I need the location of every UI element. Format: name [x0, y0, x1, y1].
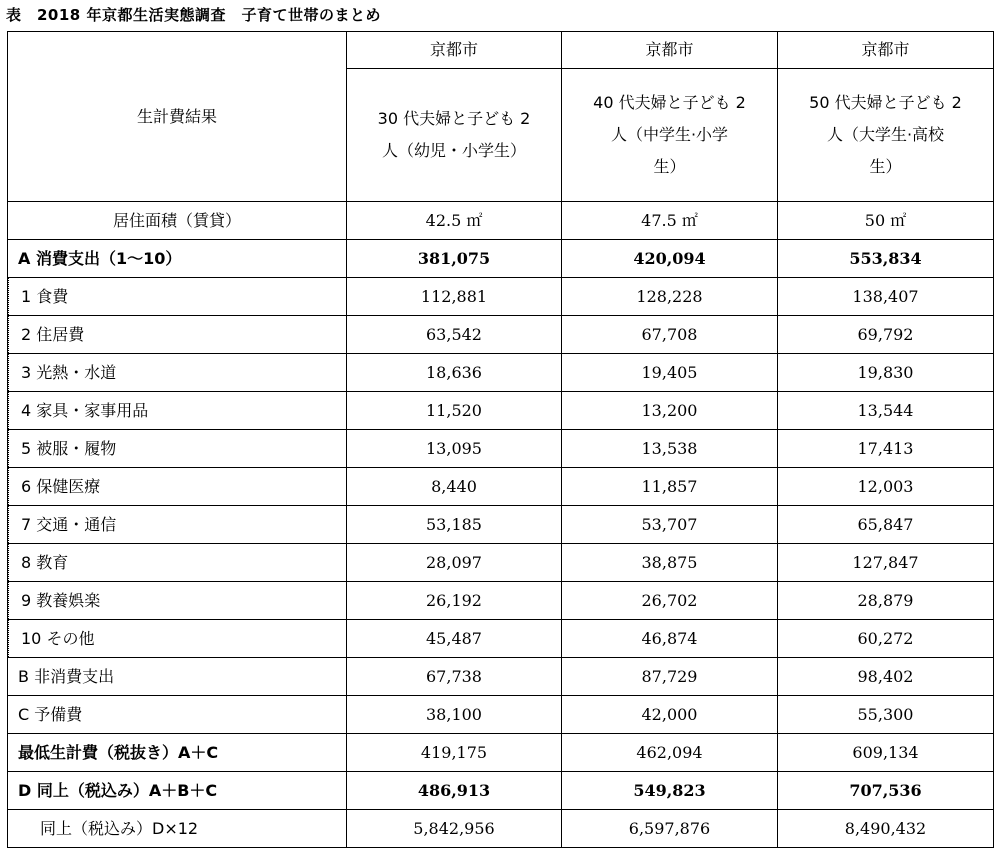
household-line: 生）	[653, 157, 686, 176]
value-cell: 87,729	[562, 658, 778, 696]
value-cell: 46,874	[562, 620, 778, 658]
value-cell: 45,487	[347, 620, 562, 658]
table-row	[8, 278, 994, 316]
value-cell: 42.5 ㎡	[347, 202, 562, 240]
household-line: 人（大学生·高校	[826, 125, 945, 144]
value-cell: 462,094	[562, 734, 778, 772]
row-label	[8, 582, 347, 620]
value-cell: 609,134	[778, 734, 994, 772]
row-label	[8, 316, 347, 354]
value-cell: 13,544	[778, 392, 994, 430]
row-label	[8, 620, 347, 658]
value-cell: 13,095	[347, 430, 562, 468]
value-cell: 65,847	[778, 506, 994, 544]
table-row	[8, 506, 994, 544]
value-cell: 381,075	[347, 240, 562, 278]
living-cost-table	[7, 31, 994, 848]
value-cell: 69,792	[778, 316, 994, 354]
household-header	[347, 69, 562, 202]
value-cell: 138,407	[778, 278, 994, 316]
value-cell: 67,708	[562, 316, 778, 354]
table-row	[8, 810, 994, 848]
item-label: 10 その他	[8, 620, 94, 657]
value-cell: 112,881	[347, 278, 562, 316]
value-cell: 707,536	[778, 772, 994, 810]
table-row	[8, 316, 994, 354]
value-cell: 13,200	[562, 392, 778, 430]
value-cell: 420,094	[562, 240, 778, 278]
row-label: C 予備費	[8, 696, 347, 734]
value-cell: 42,000	[562, 696, 778, 734]
value-cell: 8,440	[347, 468, 562, 506]
table-row	[8, 240, 994, 278]
table-row	[8, 354, 994, 392]
value-cell: 28,879	[778, 582, 994, 620]
household-line: 30 代夫婦と子ども 2	[377, 109, 531, 128]
table-row	[8, 544, 994, 582]
row-label: A 消費支出（1～10）	[8, 240, 347, 278]
table-row	[8, 658, 994, 696]
value-cell: 67,738	[347, 658, 562, 696]
table-row	[8, 772, 994, 810]
item-label: 5 被服・履物	[8, 430, 116, 467]
item-label: 6 保健医療	[8, 468, 100, 505]
table-row	[8, 468, 994, 506]
row-label	[8, 430, 347, 468]
value-cell: 6,597,876	[562, 810, 778, 848]
item-label: 1 食費	[8, 278, 68, 315]
item-label: 7 交通・通信	[8, 506, 116, 543]
row-label: 最低生計費（税抜き）A＋C	[8, 734, 347, 772]
table-row	[8, 582, 994, 620]
value-cell: 18,636	[347, 354, 562, 392]
value-cell: 63,542	[347, 316, 562, 354]
table-title: 表 2018 年京都生活実態調査 子育て世帯のまとめ	[6, 6, 381, 24]
value-cell: 26,192	[347, 582, 562, 620]
row-label: 居住面積（賃貸）	[8, 202, 347, 240]
value-cell: 38,875	[562, 544, 778, 582]
value-cell: 19,405	[562, 354, 778, 392]
table-row	[8, 392, 994, 430]
household-header	[562, 69, 778, 202]
item-label: 2 住居費	[8, 316, 84, 353]
value-cell: 13,538	[562, 430, 778, 468]
table-row	[8, 620, 994, 658]
value-cell: 53,707	[562, 506, 778, 544]
row-label: D 同上（税込み）A＋B＋C	[8, 772, 347, 810]
item-label: 4 家具・家事用品	[8, 392, 148, 429]
value-cell: 11,520	[347, 392, 562, 430]
value-cell: 19,830	[778, 354, 994, 392]
table-row	[8, 696, 994, 734]
value-cell: 12,003	[778, 468, 994, 506]
value-cell: 50 ㎡	[778, 202, 994, 240]
row-label-header: 生計費結果	[8, 32, 347, 202]
city-header: 京都市	[778, 32, 994, 69]
household-line: 50 代夫婦と子ども 2	[809, 93, 962, 112]
value-cell: 127,847	[778, 544, 994, 582]
row-label: B 非消費支出	[8, 658, 347, 696]
item-label: 9 教養娯楽	[8, 582, 100, 619]
value-cell: 17,413	[778, 430, 994, 468]
row-label	[8, 354, 347, 392]
household-header	[778, 69, 994, 202]
value-cell: 8,490,432	[778, 810, 994, 848]
item-label: 3 光熱・水道	[8, 354, 116, 391]
table-row	[8, 734, 994, 772]
item-label: 8 教育	[8, 544, 68, 581]
row-label	[8, 278, 347, 316]
value-cell: 28,097	[347, 544, 562, 582]
city-header: 京都市	[347, 32, 562, 69]
value-cell: 5,842,956	[347, 810, 562, 848]
household-line: 生）	[869, 157, 902, 176]
table-row	[8, 430, 994, 468]
header-row-city	[8, 32, 994, 69]
value-cell: 47.5 ㎡	[562, 202, 778, 240]
row-label: 同上（税込み）D×12	[8, 810, 347, 848]
value-cell: 549,823	[562, 772, 778, 810]
row-label	[8, 392, 347, 430]
household-line: 人（幼児・小学生）	[381, 141, 526, 160]
value-cell: 486,913	[347, 772, 562, 810]
row-label	[8, 506, 347, 544]
value-cell: 419,175	[347, 734, 562, 772]
value-cell: 60,272	[778, 620, 994, 658]
household-line: 40 代夫婦と子ども 2	[593, 93, 746, 112]
value-cell: 55,300	[778, 696, 994, 734]
value-cell: 53,185	[347, 506, 562, 544]
table-row	[8, 202, 994, 240]
value-cell: 11,857	[562, 468, 778, 506]
value-cell: 38,100	[347, 696, 562, 734]
value-cell: 128,228	[562, 278, 778, 316]
city-header: 京都市	[562, 32, 778, 69]
value-cell: 98,402	[778, 658, 994, 696]
row-label	[8, 468, 347, 506]
value-cell: 26,702	[562, 582, 778, 620]
row-label	[8, 544, 347, 582]
household-line: 人（中学生·小学	[610, 125, 729, 144]
value-cell: 553,834	[778, 240, 994, 278]
